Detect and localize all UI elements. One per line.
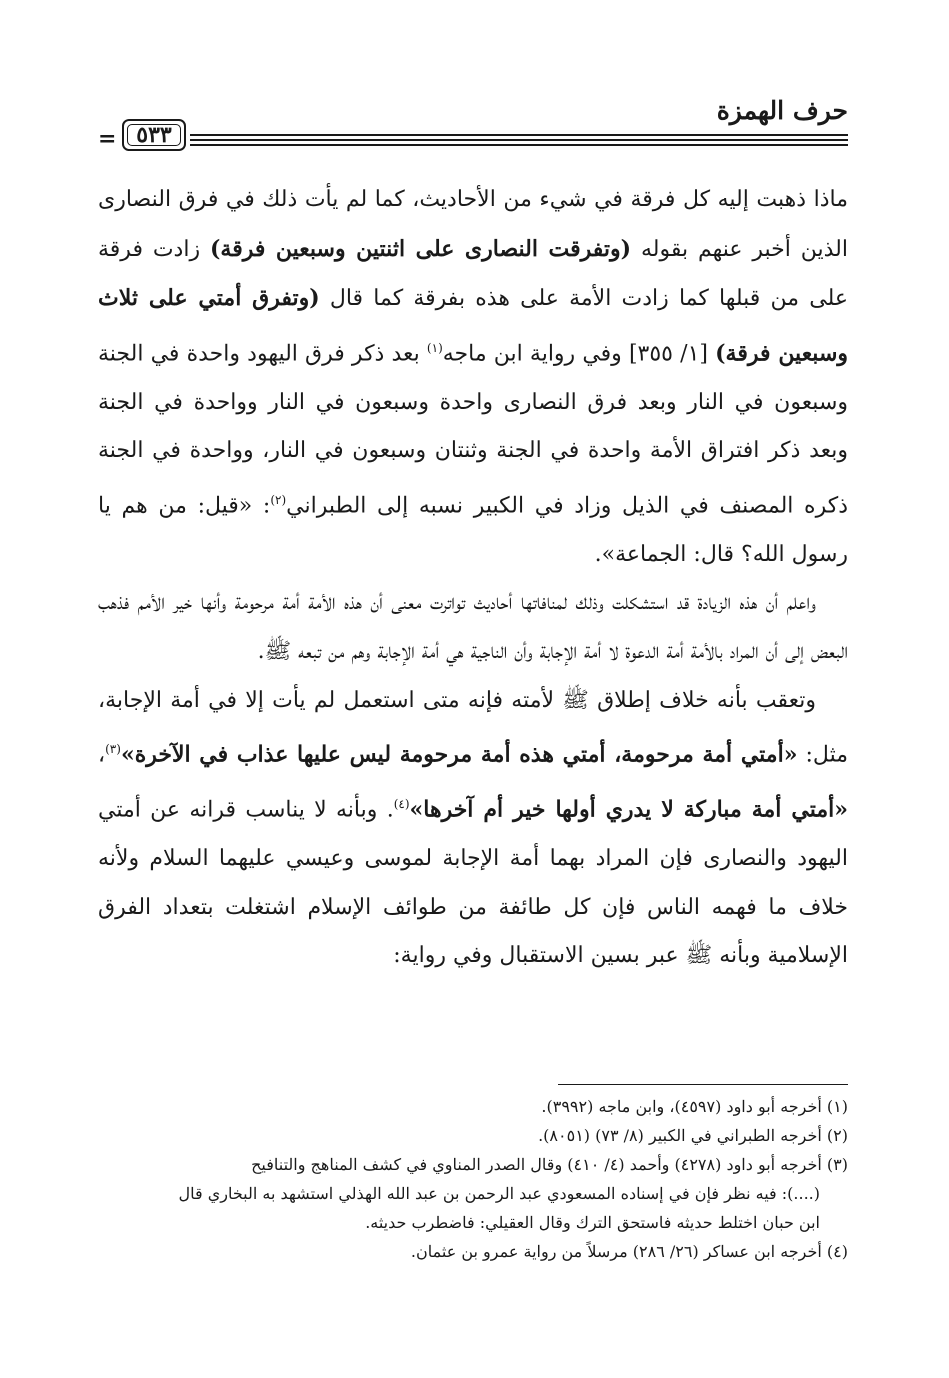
footnote-3-cont: ابن حبان اختلط حديثه فاستحق الترك وقال العقيلي: فاضطرب حديثه. (365, 1213, 820, 1232)
text-run: . وبأنه لا يناسب قرانه عن أمتي اليهود والنصارى فإن المراد بهما أمة الإجابة لموسى وعيسي عليهما السلام ولأنه خلاف ما فهمه الناس فإن كل طائفة من طوائف الإسلام اشتغلت بتعداد الفرق الإسلامية وبأنه ﷺ عبر بسين الاستقبال وفي رواية: (98, 797, 848, 969)
header-rule (190, 144, 848, 146)
text-run: : «قيل: من هم يا رسول الله؟ قال: الجماعة». (98, 493, 848, 567)
footnote-3: (٣) أخرجه أبو داود (٤٢٧٨) وأحمد (٤/ ٤١٠) وقال الصدر المناوي في كشف المناهج والتنافيح (251, 1155, 848, 1174)
footnote-marker: (٣) (105, 742, 121, 757)
text-run: وتعقب بأنه خلاف إطلاق ﷺ لأمته فإنه متى استعمل لم يأت إلا في أمة الإجابة، مثل: (98, 687, 848, 768)
paragraph-1 (98, 176, 848, 579)
text-run: ، (98, 742, 106, 768)
paragraph-2: واعلم أن هذه الزيادة قد استشكلت وذلك لمنافاتها أحاديث تواترت معنى أن هذه الأمة أمة مرحومة وأنها خير الأمم فذهب البعض إلى أن المراد بالأمة أمة الدعوة لا أمة الإجابة وأن الناجية هي أمة الإجابة وهم من تبعه ﷺ. (98, 590, 848, 664)
footnotes (98, 1092, 848, 1266)
footnote-marker: (٢) (270, 492, 287, 507)
footnote-marker: (٤) (393, 797, 410, 812)
footnote-marker: (١) (426, 340, 443, 355)
bold-quote: (وتفرق أمتي على ثلاث وسبعين فرقة) (98, 285, 849, 367)
chapter-title: حرف الهمزة (716, 96, 848, 125)
footnote-1: (١) أخرجه أبو داود (٤٥٩٧)، وابن ماجه (٣٩٩٢). (541, 1097, 848, 1116)
header-rule (190, 139, 848, 141)
footnote-separator (558, 1084, 848, 1085)
footnote-4: (٤) أخرجه ابن عساكر (٢٦/ ٢٨٦) مرسلاً من رواية عمرو بن عثمان. (410, 1242, 848, 1261)
bold-quote: «أمتي أمة مرحومة، أمتي هذه أمة مرحومة ليس عليها عذاب في الآخرة» (120, 741, 798, 768)
page-number: ٥٣٣ (122, 119, 186, 151)
header-rule (190, 134, 848, 136)
bold-quote: «أمتي أمة مباركة لا يدري أولها خير أم آخرها» (409, 796, 848, 823)
text-run: زادت فرقة على من قبلها كما زادت الأمة على هذه بفرقة كما قال (98, 236, 848, 312)
footnote-3-cont: (....): فيه نظر فإن في إسناده المسعودي عبد الرحمن بن عبد الله الهذلي استشهد به البخاري قال (178, 1184, 820, 1203)
footnote-2: (٢) أخرجه الطبراني في الكبير (٨/ ٧٣) (٨٠٥١). (538, 1126, 848, 1145)
main-text (98, 176, 848, 981)
paragraph-3 (98, 677, 848, 981)
text-run: [١/ ٣٥٥] وفي رواية ابن ماجه (442, 341, 716, 367)
bold-quote: (وتفرقت النصارى على اثنتين وسبعين فرقة) (209, 235, 632, 262)
page-header (98, 96, 848, 154)
text-run: ماذا ذهبت إليه كل فرقة في شيء من الأحاديث، كما لم يأت ذلك في فرق النصارى الذين أخبر عنهم بقوله (98, 187, 848, 262)
header-dash: = (98, 126, 117, 152)
text-run: بعد ذكر فرق اليهود واحدة في الجنة وسبعون في النار وبعد فرق النصارى واحدة وسبعون في النار وواحدة في الجنة وبعد ذكر افتراق الأمة واحدة في الجنة وثنتان وسبعون في النار، وواحدة في الجنة ذكره المصنف في الذيل وزاد في الكبير نسبه إلى الطبراني (98, 341, 848, 519)
